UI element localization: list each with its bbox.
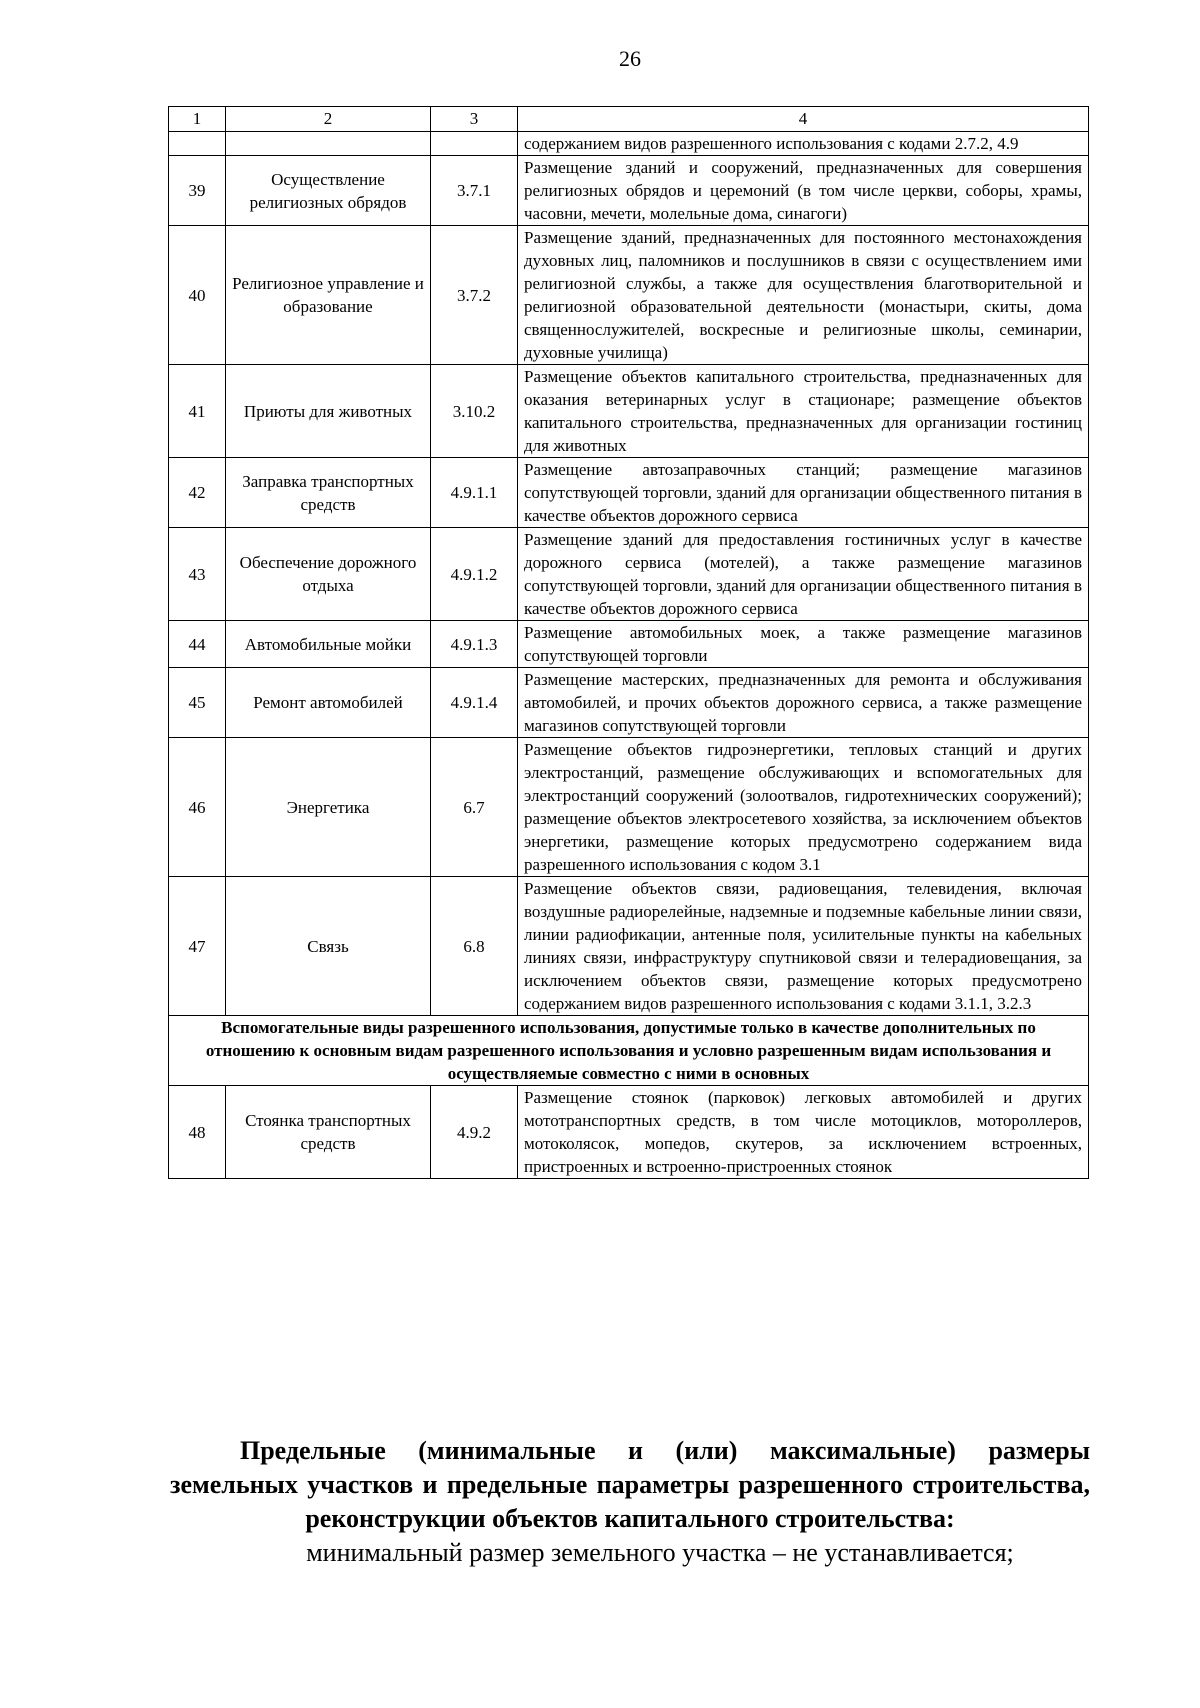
table-row [169,1086,1089,1179]
row-use-description: Размещение объектов гидроэнергетики, тепловых станций и других электростанций, размещение обслуживающих и вспомогательных для электростанций сооружений (золоотвалов, гидротехнических сооружений); размещение объектов электросетевого хозяйства, за исключением объектов энергетики, размещение которых предусмотрено содержанием вида разрешенного использования с кодом 3.1 [518,738,1089,877]
row-use-description: Размещение мастерских, предназначенных для ремонта и обслуживания автомобилей, и прочих объектов дорожного сервиса, а также размещение магазинов сопутствующей торговли [518,668,1089,738]
row-use-code: 6.8 [431,877,518,1016]
row-use-name: Энергетика [226,738,431,877]
row-number: 48 [169,1086,226,1179]
table-row [169,668,1089,738]
column-header-2: 2 [226,107,431,132]
row-number: 42 [169,458,226,528]
column-header-1: 1 [169,107,226,132]
parameters-heading: Предельные (минимальные и (или) максимальные) размеры земельных участков и предельные параметры разрешенного строительства, реконструкции объектов капитального строительства: [170,1436,1090,1533]
row-number: 41 [169,365,226,458]
auxiliary-uses-header-row [169,1016,1089,1086]
continuation-text: содержанием видов разрешенного использования с кодами 2.7.2, 4.9 [518,132,1089,156]
row-number: 46 [169,738,226,877]
row-use-name: Автомобильные мойки [226,621,431,668]
row-use-name: Связь [226,877,431,1016]
table-row [169,226,1089,365]
empty-cell [431,132,518,156]
row-use-description: Размещение объектов связи, радиовещания, телевидения, включая воздушные радиорелейные, надземные и подземные кабельные линии связи, линии радиофикации, антенные поля, усилительные пункты на кабельных линиях связи, инфраструктуру спутниковой связи и телерадиовещания, за исключением объектов связи, размещение которых предусмотрено содержанием видов разрешенного использования с кодами 3.1.1, 3.2.3 [518,877,1089,1016]
parameters-section [170,1434,1090,1570]
row-number: 44 [169,621,226,668]
table-row [169,877,1089,1016]
column-header-3: 3 [431,107,518,132]
row-use-name: Религиозное управление и образование [226,226,431,365]
table-row [169,365,1089,458]
table-row [169,156,1089,226]
row-use-code: 4.9.1.1 [431,458,518,528]
table-header-row [169,107,1089,132]
row-number: 39 [169,156,226,226]
row-use-code: 4.9.1.4 [431,668,518,738]
row-use-name: Заправка транспортных средств [226,458,431,528]
row-use-code: 6.7 [431,738,518,877]
row-number: 47 [169,877,226,1016]
empty-cell [226,132,431,156]
row-use-code: 3.7.2 [431,226,518,365]
table-row [169,458,1089,528]
auxiliary-uses-header: Вспомогательные виды разрешенного использования, допустимые только в качестве дополнительных по отношению к основным видам разрешенного использования и условно разрешенным видам использования и осуществляемые совместно с ними в основных [169,1016,1089,1086]
page-number: 26 [619,46,641,71]
table-row [169,528,1089,621]
row-use-name: Стоянка транспортных средств [226,1086,431,1179]
row-number: 45 [169,668,226,738]
row-use-code: 4.9.1.3 [431,621,518,668]
row-use-description: Размещение стоянок (парковок) легковых автомобилей и других мототранспортных средств, в том числе мотоциклов, мотороллеров, мотоколясок, мопедов, скутеров, за исключением встроенных, пристроенных и встроенно-пристроенных стоянок [518,1086,1089,1179]
row-number: 43 [169,528,226,621]
empty-cell [169,132,226,156]
row-use-description: Размещение автомобильных моек, а также размещение магазинов сопутствующей торговли [518,621,1089,668]
row-use-name: Осуществление религиозных обрядов [226,156,431,226]
row-use-name: Приюты для животных [226,365,431,458]
row-use-description: Размещение зданий и сооружений, предназначенных для совершения религиозных обрядов и церемоний (в том числе церкви, соборы, храмы, часовни, мечети, молельные дома, синагоги) [518,156,1089,226]
row-use-code: 3.10.2 [431,365,518,458]
row-use-description: Размещение автозаправочных станций; размещение магазинов сопутствующей торговли, зданий для организации общественного питания в качестве объектов дорожного сервиса [518,458,1089,528]
parameters-item: минимальный размер земельного участка – не устанавливается; [306,1538,1014,1567]
row-use-code: 4.9.1.2 [431,528,518,621]
row-number: 40 [169,226,226,365]
column-header-4: 4 [518,107,1089,132]
continuation-row [169,132,1089,156]
row-use-name: Обеспечение дорожного отдыха [226,528,431,621]
row-use-description: Размещение зданий для предоставления гостиничных услуг в качестве дорожного сервиса (мотелей), а также размещение магазинов сопутствующей торговли, зданий для организации общественного питания в качестве объектов дорожного сервиса [518,528,1089,621]
row-use-description: Размещение зданий, предназначенных для постоянного местонахождения духовных лиц, паломников и послушников в связи с осуществлением ими религиозной службы, а также для осуществления благотворительной и религиозной образовательной деятельности (монастыри, скиты, дома священнослужителей, воскресные и религиозные школы, семинарии, духовные училища) [518,226,1089,365]
row-use-code: 4.9.2 [431,1086,518,1179]
row-use-name: Ремонт автомобилей [226,668,431,738]
table-row [169,738,1089,877]
land-use-table [168,106,1089,1179]
table-row [169,621,1089,668]
row-use-description: Размещение объектов капитального строительства, предназначенных для оказания ветеринарных услуг в стационаре; размещение объектов капитального строительства, предназначенных для организации гостиниц для животных [518,365,1089,458]
row-use-code: 3.7.1 [431,156,518,226]
